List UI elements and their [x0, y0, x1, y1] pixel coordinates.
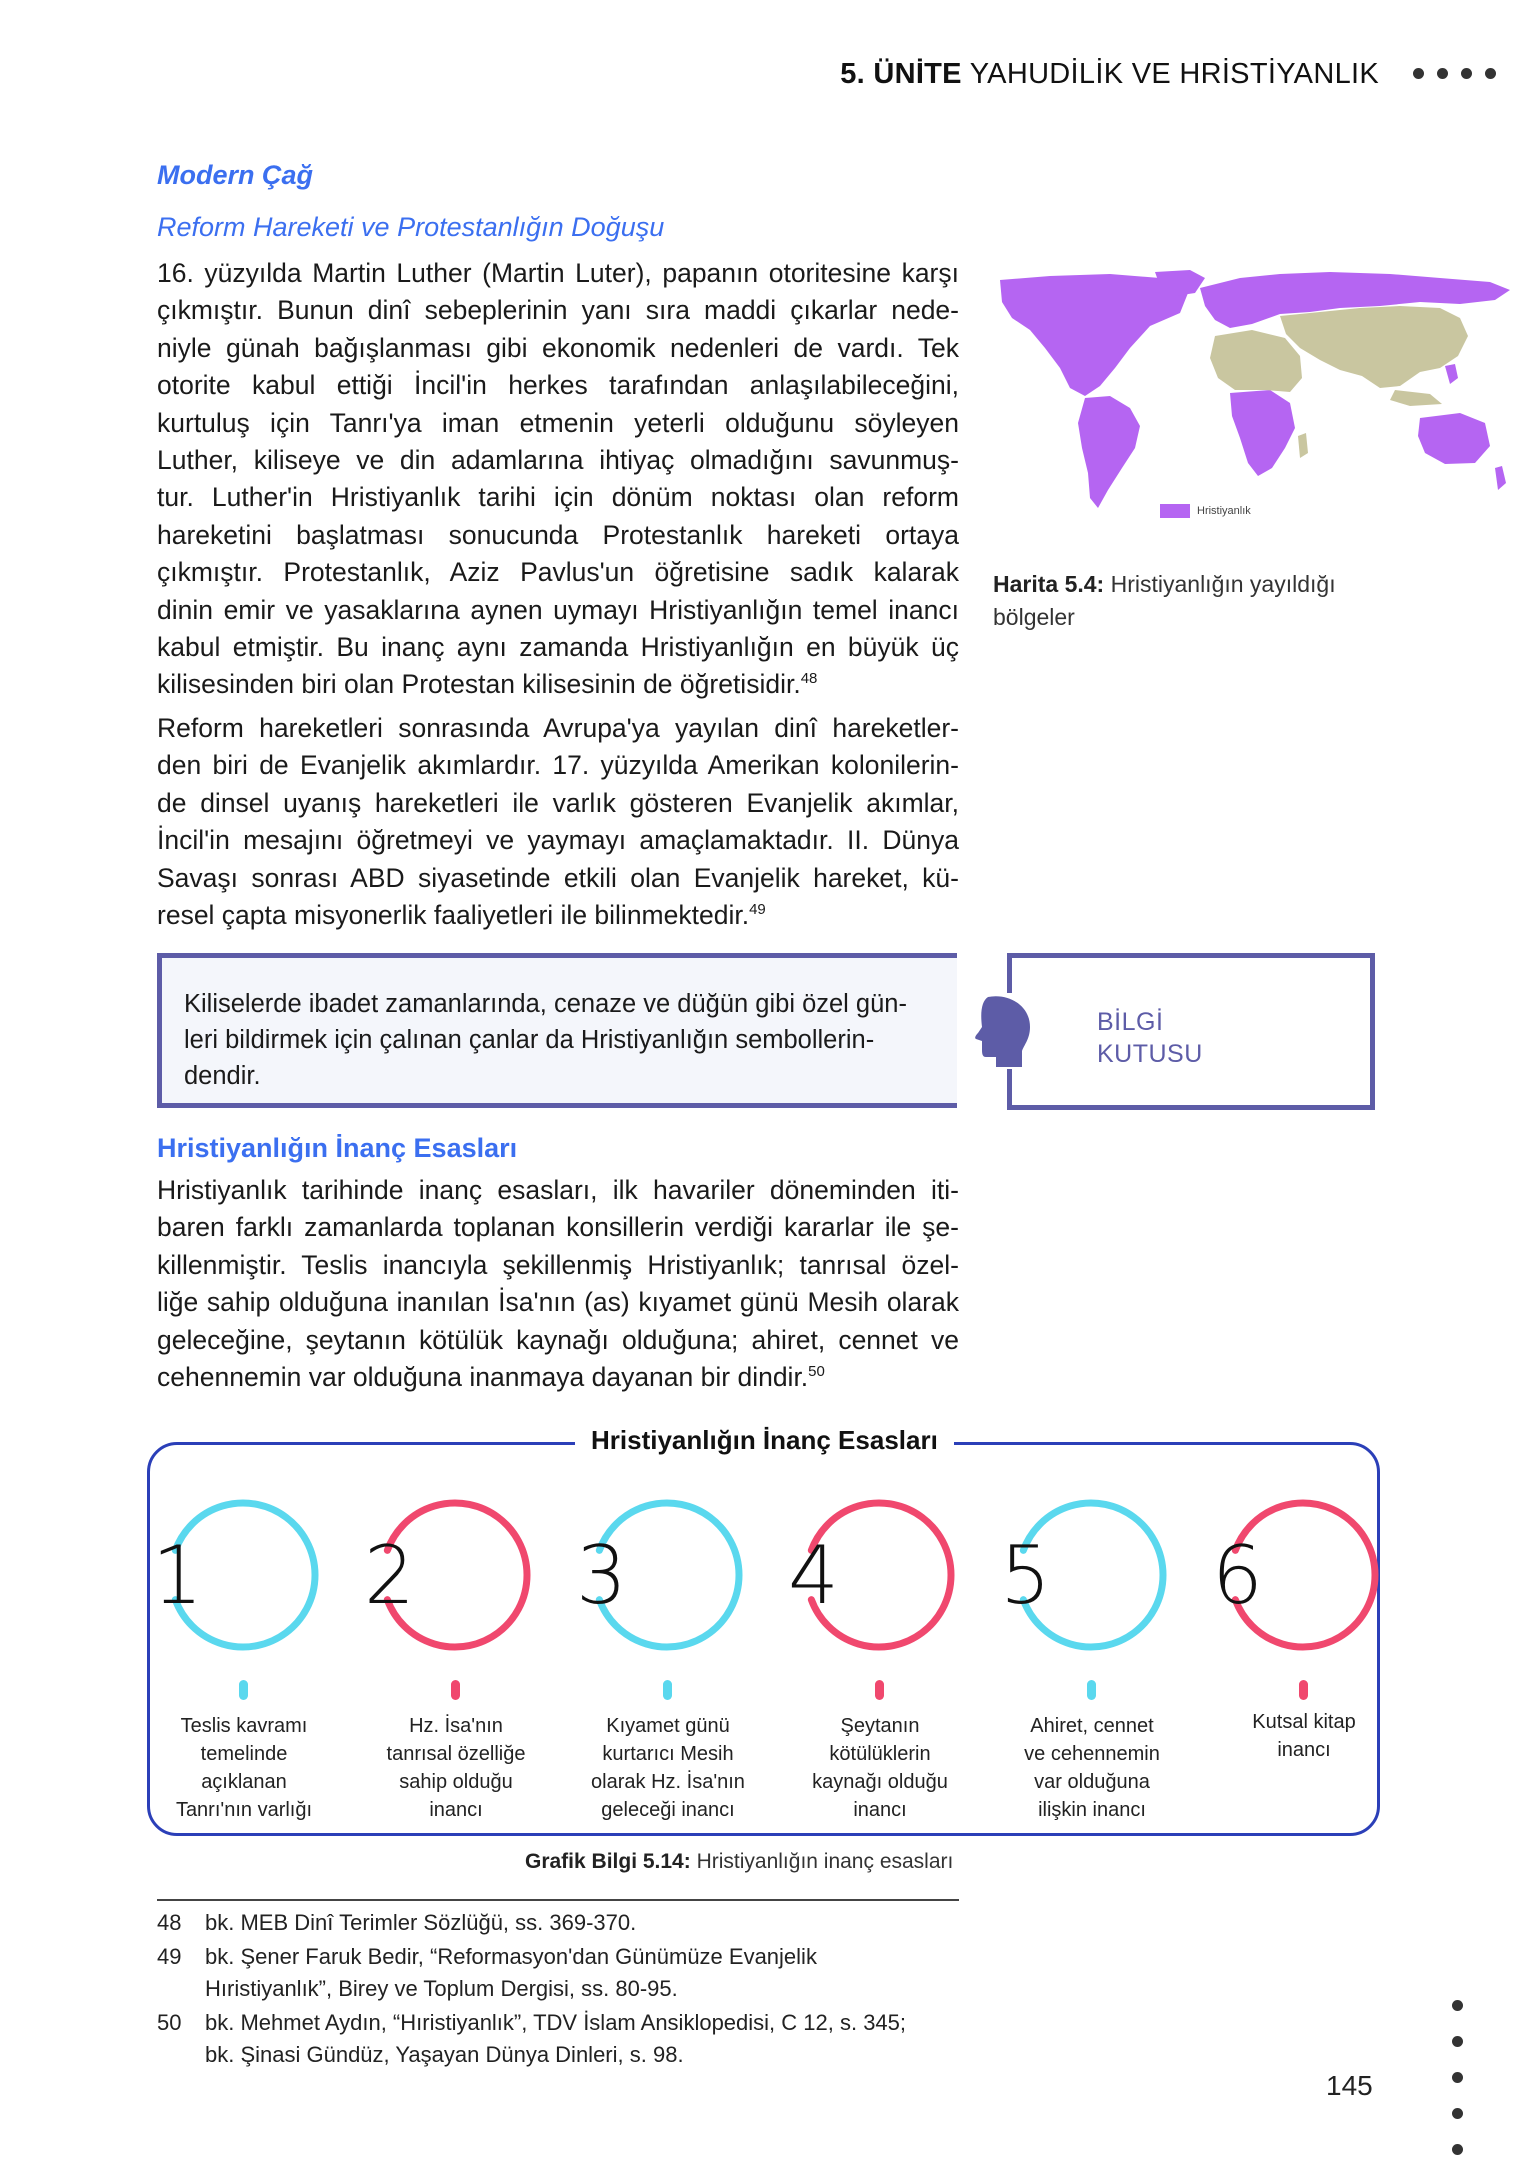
- info-label-line: BİLGİ: [1097, 1008, 1164, 1036]
- belief-stem: [663, 1680, 672, 1700]
- text-line: tur. Luther'in Hristiyanlık tarihi için dönüm noktası olan reform: [157, 482, 959, 513]
- madagascar-region: [1298, 433, 1308, 458]
- paragraph-reform: [157, 255, 959, 704]
- unit-number: 5. ÜNİTE: [840, 58, 962, 90]
- new-zealand-region: [1495, 466, 1506, 490]
- belief-label-line: geleceği inancı: [601, 1799, 735, 1821]
- dot: [1461, 68, 1472, 79]
- text-line: 16. yüzyılda Martin Luther (Martin Luter), papanın otoritesine karşı: [157, 258, 959, 288]
- text-line: Savaşı sonrası ABD siyasetinde etkili olan Evanjelik hareket, kü-: [157, 862, 959, 893]
- belief-number: 1: [152, 1529, 203, 1622]
- footnote-text: bk. MEB Dinî Terimler Sözlüğü, ss. 369-370.: [205, 1910, 637, 1935]
- text-line: baren farklı zamanlarda toplanan konsillerin verdiği kararlar ile şe-: [157, 1212, 959, 1243]
- paragraph-beliefs: [157, 1172, 959, 1396]
- belief-label: [356, 1712, 556, 1824]
- footnote-number: 49: [157, 1944, 182, 1969]
- dot: [1452, 2000, 1463, 2011]
- dot: [1437, 68, 1448, 79]
- text-line: liğe sahip olduğuna inanılan İsa'nın (as) kıyamet günü Mesih olarak: [157, 1287, 959, 1318]
- belief-number: 6: [1212, 1529, 1263, 1622]
- legend-swatch: [1160, 504, 1190, 518]
- text-line: den biri de Evanjelik akımlardır. 17. yüzyılda Amerikan kolonilerin-: [157, 750, 959, 781]
- head-profile-icon: [968, 993, 1040, 1069]
- footnote-text: bk. Mehmet Aydın, “Hıristiyanlık”, TDV İslam Ansiklopedisi, C 12, s. 345;: [205, 2010, 907, 2035]
- graphic-caption-text: Hristiyanlığın inanç esasları: [696, 1850, 954, 1873]
- map-caption-label: Harita 5.4:: [993, 571, 1105, 597]
- text-line: otorite kabul ettiği İncil'in herkes tarafından anlaşılabileceğini,: [157, 370, 959, 401]
- belief-label-line: Ahiret, cennet: [1030, 1715, 1154, 1737]
- text-line: çıkmıştır. Bunun dinî sebeplerinin yanı sıra maddi çıkarlar nede-: [157, 295, 959, 326]
- dot: [1452, 2072, 1463, 2083]
- belief-label: [1204, 1708, 1404, 1764]
- belief-label-line: Kutsal kitap: [1252, 1711, 1356, 1733]
- belief-number: 2: [364, 1529, 415, 1622]
- beliefs-graphic-title: Hristiyanlığın İnanç Esasları: [575, 1425, 954, 1456]
- footnote-50: [157, 2007, 906, 2039]
- paragraph-lines: [157, 255, 959, 704]
- belief-number: 4: [788, 1529, 839, 1622]
- belief-label-line: inancı: [853, 1799, 907, 1821]
- info-line: dendir.: [184, 1062, 261, 1090]
- belief-number: 5: [1000, 1529, 1051, 1622]
- belief-label-line: temelinde: [200, 1743, 288, 1765]
- section-title: Modern Çağ: [157, 160, 314, 190]
- belief-stem: [239, 1680, 248, 1700]
- belief-label-line: Teslis kavramı: [180, 1715, 308, 1737]
- paragraph-lines: [157, 710, 959, 934]
- australia-region: [1418, 413, 1490, 464]
- text-line: Reform hareketleri sonrasında Avrupa'ya yayılan dinî hareketler-: [157, 713, 959, 743]
- belief-label-line: ilişkin inancı: [1038, 1799, 1146, 1821]
- section-subtitle: Reform Hareketi ve Protestanlığın Doğuşu: [157, 212, 665, 242]
- page-number: 145: [1326, 2070, 1373, 2101]
- belief-number: 3: [576, 1529, 627, 1622]
- map-caption-text-2: bölgeler: [993, 604, 1075, 630]
- belief-label-line: sahip olduğu: [399, 1771, 513, 1793]
- philippines-region: [1445, 364, 1458, 384]
- belief-label-line: var olduğuna: [1034, 1771, 1150, 1793]
- belief-stem: [451, 1680, 460, 1700]
- belief-label-line: Hz. İsa'nın: [409, 1715, 503, 1737]
- world-map: [990, 268, 1520, 518]
- footnote-50-cont: bk. Şinasi Gündüz, Yaşayan Dünya Dinleri, s. 98.: [205, 2042, 684, 2067]
- text-line: kurtuluş için Tanrı'ya iman etmenin yeterli olduğunu söyleyen: [157, 407, 959, 438]
- info-box-label: [1097, 1006, 1203, 1070]
- info-box-text: [184, 986, 932, 1094]
- indonesia-region: [1390, 390, 1442, 406]
- belief-label: [992, 1712, 1192, 1824]
- belief-label-line: açıklanan: [201, 1771, 287, 1793]
- text-line: niyle günah bağışlanması gibi ekonomik nedenleri de vardı. Tek: [157, 332, 959, 363]
- unit-title: YAHUDİLİK VE HRİSTİYANLIK: [969, 58, 1379, 90]
- belief-label-line: kurtarıcı Mesih: [602, 1743, 734, 1765]
- north-africa-region: [1210, 330, 1302, 392]
- text-line: cehennemin var olduğuna inanmaya dayanan bir dindir.$^{50}$: [157, 1362, 825, 1393]
- belief-stem: [1087, 1680, 1096, 1700]
- text-line: kilisesinden biri olan Protestan kilisesinin de öğretisidir.$^{48}$: [157, 669, 818, 700]
- belief-label-line: Şeytanın: [840, 1715, 920, 1737]
- info-box-label-panel: [1007, 953, 1375, 1110]
- dot: [1413, 68, 1424, 79]
- south-america-region: [1078, 396, 1140, 508]
- text-line: hareketini başlatması sonucunda Protestanlık hareketi ortaya: [157, 519, 959, 550]
- paragraph-lines: [157, 1172, 959, 1396]
- belief-label-line: ve cehennemin: [1024, 1743, 1160, 1765]
- belief-label-line: kaynağı olduğu: [812, 1771, 948, 1793]
- asia-region: [1280, 306, 1468, 388]
- text-line: kabul etmiştir. Bu inanç aynı zamanda Hristiyanlığın en büyük üç: [157, 632, 959, 663]
- belief-label-line: olarak Hz. İsa'nın: [591, 1771, 745, 1793]
- text-line: geleceğine, şeytanın kötülük kaynağı olduğuna; ahiret, cennet ve: [157, 1324, 959, 1355]
- footnote-number: 48: [157, 1910, 182, 1935]
- footnote-48: [157, 1907, 636, 1939]
- belief-label-line: Tanrı'nın varlığı: [175, 1799, 313, 1821]
- footnote-49: [157, 1941, 817, 1973]
- footnote-rule: [157, 1899, 959, 1901]
- dot: [1485, 68, 1496, 79]
- map-caption-text: Hristiyanlığın yayıldığı: [1110, 571, 1336, 597]
- north-america-region: [1000, 274, 1190, 396]
- belief-label: [568, 1712, 768, 1824]
- footnote-number: 50: [157, 2010, 182, 2035]
- footnote-text: bk. Şener Faruk Bedir, “Reformasyon'dan Günümüze Evanjelik: [205, 1944, 817, 1969]
- text-line: killenmiştir. Teslis inancıyla şekillenmiş Hristiyanlık; tanrısal özel-: [157, 1249, 959, 1280]
- world-map-svg: [990, 268, 1520, 518]
- text-line: Hristiyanlık tarihinde inanç esasları, ilk havariler döneminden iti-: [157, 1175, 959, 1205]
- info-box: [157, 953, 957, 1108]
- running-header: [840, 58, 1379, 91]
- belief-stem: [1299, 1680, 1308, 1700]
- dot: [1452, 2036, 1463, 2047]
- text-line: İncil'in mesajını öğretmeyi ve yaymayı amaçlamaktadır. II. Dünya: [157, 825, 959, 856]
- reference-number: 49: [749, 901, 766, 919]
- info-line: Kiliselerde ibadet zamanlarında, cenaze ve düğün gibi özel gün-: [184, 990, 907, 1018]
- central-africa-region: [1230, 390, 1295, 476]
- graphic-caption-label: Grafik Bilgi 5.14:: [525, 1850, 691, 1873]
- text-line: resel çapta misyonerlik faaliyetleri ile bilinmektedir.$^{49}$: [157, 900, 766, 931]
- text-line: dinin emir ve yasaklarına aynen uymayı Hristiyanlığın temel inancı: [157, 594, 959, 625]
- section2-title: Hristiyanlığın İnanç Esasları: [157, 1133, 518, 1163]
- info-line: leri bildirmek için çalınan çanlar da Hristiyanlığın sembollerin-: [184, 1026, 875, 1054]
- paragraph-evangelical: [157, 710, 959, 934]
- reference-number: 50: [808, 1363, 825, 1381]
- belief-label-line: kötülüklerin: [829, 1743, 931, 1765]
- text-line: Luther, kiliseye ve din adamlarına ihtiyaç olmadığını savunmuş-: [157, 445, 959, 476]
- footnote-49-cont: Hıristiyanlık”, Birey ve Toplum Dergisi, ss. 80-95.: [205, 1976, 678, 2001]
- reference-number: 48: [800, 670, 818, 688]
- text-line: çıkmıştır. Protestanlık, Aziz Pavlus'un öğretisine sadık kalarak: [157, 557, 959, 588]
- belief-label-line: Kıyamet günü: [606, 1715, 730, 1737]
- belief-label: [144, 1712, 344, 1824]
- map-caption: [993, 568, 1393, 634]
- map-legend-label: Hristiyanlık: [1197, 505, 1251, 517]
- belief-label-line: tanrısal özelliğe: [386, 1743, 526, 1765]
- text-line: de dinsel uyanış hareketleri ile varlık gösteren Evanjelik akımlar,: [157, 787, 959, 818]
- belief-stem: [875, 1680, 884, 1700]
- belief-label-line: inancı: [429, 1799, 483, 1821]
- belief-label: [780, 1712, 980, 1824]
- dot: [1452, 2108, 1463, 2119]
- dot: [1452, 2144, 1463, 2155]
- belief-label-line: inancı: [1277, 1739, 1331, 1761]
- info-label-line: KUTUSU: [1097, 1040, 1203, 1068]
- graphic-caption: [525, 1850, 953, 1874]
